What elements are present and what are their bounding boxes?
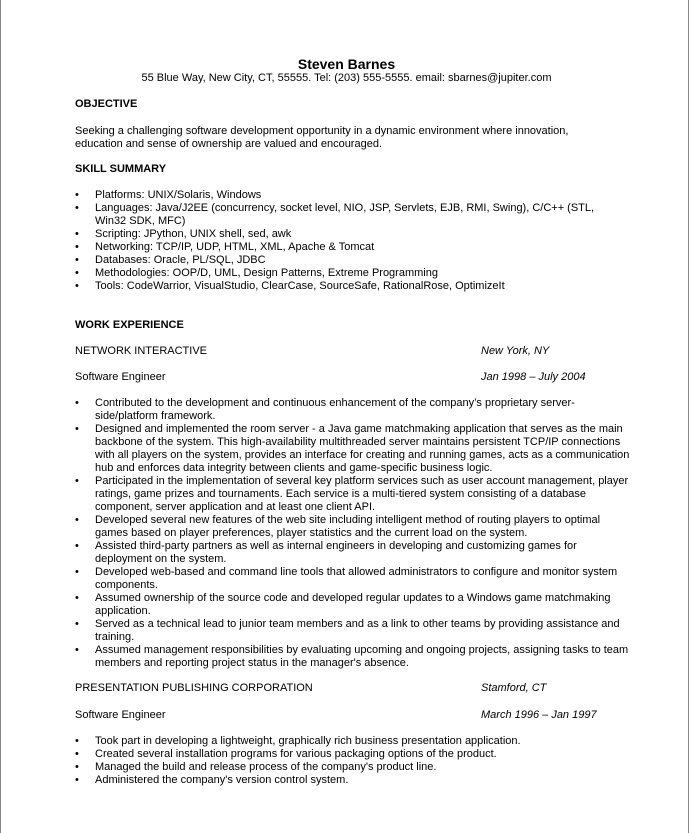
skills-list xyxy=(75,189,620,293)
job-title-row xyxy=(75,371,615,383)
list-item: • Created several installation programs for various packaging options of the product. xyxy=(75,748,497,760)
list-item: • Scripting: JPython, UNIX shell, sed, awk xyxy=(75,228,292,240)
job-title-row xyxy=(75,709,615,721)
company-name: PRESENTATION PUBLISHING CORPORATION xyxy=(75,682,313,694)
list-item: • Databases: Oracle, PL/SQL, JDBC xyxy=(75,254,266,266)
list-item: • Developed several new features of the web site including intelligent method of routing players to optimal games based on player preferences, player statistics and the current load on the system. xyxy=(75,514,601,539)
contact-info: 55 Blue Way, New City, CT, 55555. Tel: (203) 555-5555. email: sbarnes@jupiter.com xyxy=(141,72,552,84)
job-bullets xyxy=(75,397,635,670)
job-dates: March 1996 – Jan 1997 xyxy=(481,709,597,721)
job-location: New York, NY xyxy=(481,345,550,357)
list-item: • Networking: TCP/IP, UDP, HTML, XML, Apache & Tomcat xyxy=(75,241,375,253)
list-item: • Methodologies: OOP/D, UML, Design Patterns, Extreme Programming xyxy=(75,267,438,279)
list-item: • Administered the company's version control system. xyxy=(75,774,349,786)
list-item: • Assisted third-party partners as well as internal engineers in developing and customizing games for deployment on the system. xyxy=(75,540,577,565)
candidate-name: Steven Barnes xyxy=(297,56,396,72)
job-title: Software Engineer xyxy=(75,371,166,383)
job-title: Software Engineer xyxy=(75,709,166,721)
objective-heading: OBJECTIVE xyxy=(75,98,138,110)
list-item: • Contributed to the development and continuous enhancement of the company’s proprietary server-side/platform framework. xyxy=(75,397,575,422)
company-name: NETWORK INTERACTIVE xyxy=(75,345,208,357)
list-item: • Languages: Java/J2EE (concurrency, socket level, NIO, JSP, Servlets, EJB, RMI, Swing), C/C++ (STL, Win32 SDK, MFC) xyxy=(75,202,595,227)
job-bullets xyxy=(75,735,635,787)
skills-heading: SKILL SUMMARY xyxy=(75,163,167,175)
job-header-row xyxy=(75,682,615,694)
job-location: Stamford, CT xyxy=(481,682,547,694)
list-item: • Developed web-based and command line tools that allowed administrators to configure and monitor system components. xyxy=(75,566,618,591)
list-item: • Served as a technical lead to junior team members and as a link to other teams by providing assistance and training. xyxy=(75,618,620,643)
job-dates: Jan 1998 – July 2004 xyxy=(481,371,586,383)
list-item: • Took part in developing a lightweight, graphically rich business presentation application. xyxy=(75,735,521,747)
objective-text: Seeking a challenging software development opportunity in a dynamic environment where innovation, education and sense of ownership are valued and encouraged. xyxy=(75,125,569,150)
list-item: • Assumed ownership of the source code and developed regular updates to a Windows game matchmaking application. xyxy=(75,592,611,617)
job-header-row xyxy=(75,345,615,357)
list-item: • Managed the build and release process of the company's product line. xyxy=(75,761,437,773)
list-item: • Participated in the implementation of several key platform services such as user account management, player ratings, game prizes and tournaments. Each service is a multi-tiered system consisting of a database component, server application and at least one client API. xyxy=(75,475,629,513)
list-item: • Designed and implemented the room server - a Java game matchmaking application that serves as the main backbone of the system. This high-availability multithreaded server maintains persistent TCP/IP connections with all players on the system, provides an interface for creating and running games, acts as a communication hub and enforces data integrity between clients and game-specific business logic. xyxy=(75,423,630,474)
work-heading: WORK EXPERIENCE xyxy=(75,319,184,331)
list-item: • Platforms: UNIX/Solaris, Windows xyxy=(75,189,262,201)
list-item: • Tools: CodeWarrior, VisualStudio, ClearCase, SourceSafe, RationalRose, OptimizeIt xyxy=(75,280,505,292)
list-item: • Assumed management responsibilities by evaluating upcoming and ongoing projects, assigning tasks to team members and reporting project status in the manager's absence. xyxy=(75,644,629,669)
